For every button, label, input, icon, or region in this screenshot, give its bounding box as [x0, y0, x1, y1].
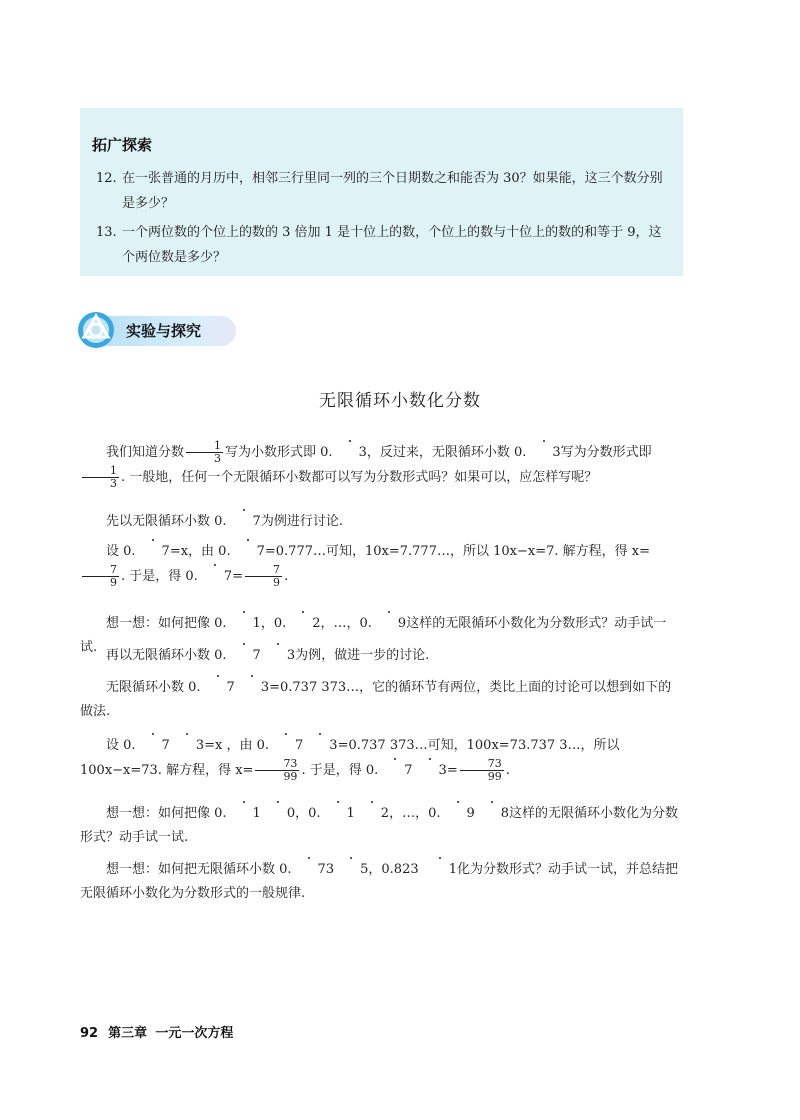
repeating-digit: 7	[231, 540, 265, 564]
text-run: 设 0.	[106, 738, 136, 753]
explore-title: 拓广探索	[92, 136, 153, 154]
text-run: .	[505, 763, 510, 778]
chapter-title: 一元一次方程	[155, 1026, 234, 1041]
repeating-digit: 3	[333, 441, 367, 465]
text-run: ，…，0.	[320, 616, 372, 631]
repeating-digit: 9	[440, 802, 474, 826]
text-run: 设 0.	[106, 544, 136, 559]
triangle-circle-logo-icon	[76, 310, 116, 350]
denominator: 99	[487, 770, 502, 783]
repeating-digit: 7	[292, 858, 326, 882]
repeating-digit: 3	[303, 734, 337, 758]
denominator: 9	[110, 576, 117, 589]
repeating-digit: 3	[413, 759, 447, 783]
repeating-digit: 3	[235, 676, 269, 700]
denominator: 3	[214, 452, 222, 465]
repeating-digit: 2	[286, 612, 320, 636]
banner-label: 实验与探究	[126, 322, 202, 340]
page-number: 92	[80, 1026, 99, 1041]
text-run: 先以无限循环小数 0.	[106, 514, 227, 529]
text-run: 无限循环小数 0.	[106, 680, 201, 695]
repeating-digit: 7	[136, 734, 170, 758]
problem-number: 13.	[96, 225, 117, 240]
repeating-digit: 7	[198, 565, 232, 589]
repeating-digit: 2	[355, 802, 389, 826]
fraction	[245, 564, 282, 589]
problem-13	[92, 220, 683, 270]
text-run: 8	[393, 862, 403, 877]
paragraph-1	[80, 440, 683, 490]
repeating-digit: 0	[261, 802, 295, 826]
numerator: 73	[460, 758, 504, 771]
text-run: 为例，做进一步的讨论.	[295, 648, 430, 663]
repeating-digit: 7	[201, 676, 235, 700]
text-run: =	[446, 763, 458, 778]
text-run: ，…，0.	[389, 806, 441, 821]
text-run: 我们知道分数	[106, 445, 185, 460]
repeating-digit: 5	[334, 858, 368, 882]
text-run: =	[232, 569, 243, 584]
denominator: 3	[110, 477, 117, 490]
repeating-digit: 8	[475, 802, 509, 826]
fraction	[82, 465, 119, 490]
text-run: 写为小数形式即 0.	[225, 445, 333, 460]
paragraph-7	[80, 734, 683, 783]
text-run: 为例进行讨论.	[260, 514, 343, 529]
text-run: =0.737 373…可知，100x=73.737 3…，所以 100x−x=73. 解方程，得 x=	[80, 738, 620, 778]
repeating-digit: 7	[269, 734, 303, 758]
text-run: 想一想：如何把像 0.	[106, 616, 227, 631]
chapter-label: 第三章	[108, 1026, 148, 1041]
problem-12	[92, 166, 683, 216]
repeating-digit: 3	[170, 734, 204, 758]
repeating-digit: 7	[227, 510, 261, 534]
paragraph-6	[80, 676, 683, 724]
repeating-digit: 7	[227, 644, 261, 668]
text-run: 这样的无限循环小数化为分数形式？动手试一试.	[80, 806, 679, 845]
experiment-banner	[76, 310, 236, 350]
numerator: 7	[245, 564, 282, 577]
paragraph-9	[80, 858, 683, 906]
repeating-digit: 7	[136, 540, 170, 564]
numerator: 1	[186, 440, 223, 453]
numerator: 73	[255, 758, 299, 771]
repeating-digit: 9	[372, 612, 406, 636]
problem-text: 一个两位数的个位上的数的 3 倍加 1 是十位上的数，个位上的数与十位上的数的和等于 9，这个两位数是多少？	[122, 225, 662, 265]
repeating-digit: 7	[378, 759, 412, 783]
denominator: 99	[283, 770, 298, 783]
fraction	[460, 758, 504, 783]
problem-text: 在一张普通的月历中，相邻三行里同一列的三个日期数之和能否为 30？如果能，这三个数分别是多少？	[122, 171, 663, 211]
explore-section	[80, 108, 683, 276]
fraction	[186, 440, 223, 465]
text-run: ，0.	[368, 862, 394, 877]
fraction	[82, 564, 119, 589]
repeating-digit: 3	[261, 644, 295, 668]
text-run: 想一想：如何把像 0.	[106, 806, 227, 821]
page-footer	[80, 1022, 233, 1041]
text-run: .	[284, 569, 289, 584]
text-run: ，0.	[260, 616, 287, 631]
text-run: 3	[325, 862, 335, 877]
text-run: =x，由 0.	[169, 544, 231, 559]
text-run: =0.777…可知，10x=7.777…，所以 10x−x=7. 解方程，得 x=	[264, 544, 650, 559]
text-run: 化为分数形式？动手试一试，并总结把无限循环小数化为分数形式的一般规律.	[80, 862, 679, 901]
text-run: . 一般地，任何一个无限循环小数都可以写为分数形式吗？如果可以，应怎样写呢？	[121, 470, 598, 485]
paragraph-5	[80, 644, 683, 668]
repeating-digit: 1	[321, 802, 355, 826]
text-run: 写为分数形式即	[560, 445, 652, 460]
paragraph-2	[80, 510, 683, 534]
denominator: 9	[273, 576, 280, 589]
text-run: 这样的无限循环小数化为分数形式？动手试一试.	[80, 616, 667, 655]
numerator: 1	[82, 465, 119, 478]
text-run: ，反过来，无限循环小数 0.	[366, 445, 527, 460]
repeating-digit: 3	[526, 441, 560, 465]
repeating-digit: 1	[423, 858, 457, 882]
problem-number: 12.	[96, 171, 117, 186]
repeating-digit: 1	[227, 612, 261, 636]
fraction	[255, 758, 299, 783]
text-run: ，0.	[295, 806, 321, 821]
text-run: 想一想：如何把无限循环小数 0.	[106, 862, 292, 877]
repeating-digit: 1	[227, 802, 261, 826]
numerator: 7	[82, 564, 119, 577]
text-run: =x ，由 0.	[204, 738, 270, 753]
section-title: 无限循环小数化分数	[319, 391, 481, 411]
text-run: 再以无限循环小数 0.	[106, 648, 227, 663]
text-run: 23	[402, 862, 423, 877]
text-run: . 于是，得 0.	[121, 569, 198, 584]
paragraph-3	[80, 540, 683, 589]
text-run: =0.737 373…，它的循环节有两位，类比上面的讨论可以想到如下的做法.	[80, 680, 672, 719]
text-run: . 于是，得 0.	[301, 763, 379, 778]
paragraph-8	[80, 802, 683, 850]
